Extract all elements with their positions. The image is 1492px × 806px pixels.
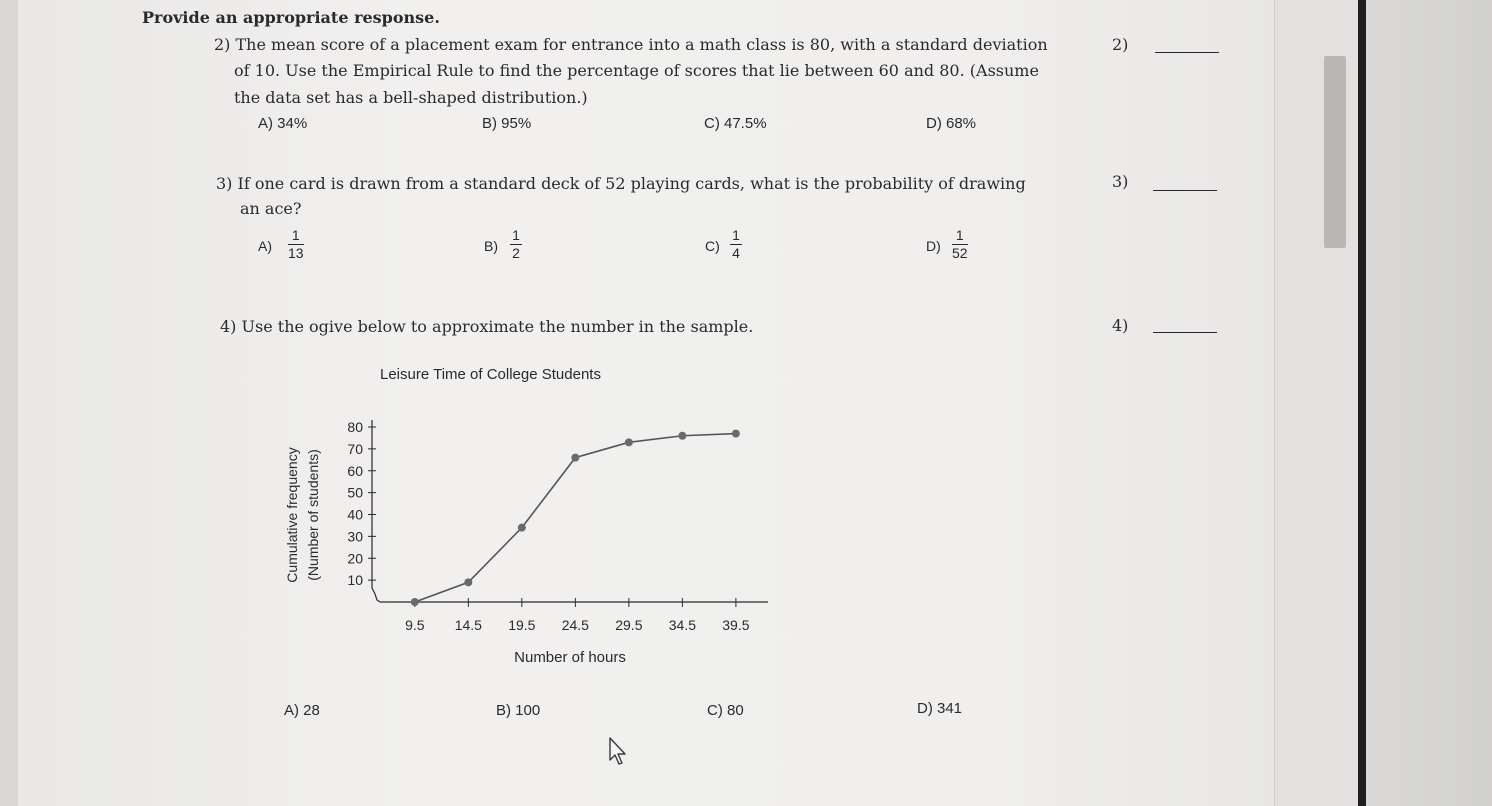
question-3-line-1: 3) If one card is drawn from a standard deck of 52 playing cards, what is the probability of drawing <box>216 174 1026 193</box>
answer-blank-2[interactable] <box>1155 52 1219 53</box>
question-2-line-3: the data set has a bell-shaped distribution.) <box>234 88 588 107</box>
x-tick-label: 29.5 <box>615 617 643 633</box>
monitor-bezel <box>1358 0 1366 806</box>
background-area <box>1366 0 1492 806</box>
data-point <box>625 438 633 446</box>
x-tick-label: 19.5 <box>508 617 536 633</box>
answer-number-3: 3) <box>1112 172 1129 191</box>
option-3b-fraction[interactable] <box>510 228 522 261</box>
option-3d-letter[interactable]: D) <box>926 238 941 254</box>
y-axis-label-line-2: (Number of students) <box>305 449 321 581</box>
y-tick-label: 30 <box>347 528 363 545</box>
data-point <box>518 524 526 532</box>
answer-blank-4[interactable] <box>1153 332 1217 333</box>
option-3d-denominator: 52 <box>952 245 968 261</box>
data-point <box>411 598 419 606</box>
y-tick-label: 40 <box>347 506 363 523</box>
x-axis-label: Number of hours <box>514 649 626 666</box>
data-point <box>571 454 579 462</box>
question-3-line-2: an ace? <box>240 199 302 218</box>
data-point <box>732 430 740 438</box>
ogive-chart <box>280 400 780 680</box>
scrollbar-thumb[interactable] <box>1324 56 1346 248</box>
option-3c-numerator: 1 <box>732 227 740 243</box>
arrow-cursor-icon <box>608 736 630 766</box>
answer-number-4: 4) <box>1112 316 1129 335</box>
x-tick-label: 34.5 <box>668 617 697 633</box>
option-2b[interactable]: B) 95% <box>482 115 532 132</box>
x-tick-label: 14.5 <box>454 617 482 633</box>
y-axis-label-line-1: Cumulative frequency <box>284 447 300 583</box>
y-tick-label: 70 <box>347 440 363 457</box>
data-points <box>411 430 740 606</box>
option-3c-denominator: 4 <box>732 245 740 261</box>
section-heading: Provide an appropriate response. <box>142 8 440 27</box>
data-point <box>678 432 686 440</box>
option-3b-denominator: 2 <box>512 245 520 261</box>
option-3a-denominator: 13 <box>288 245 304 261</box>
scrollbar-track[interactable] <box>1274 0 1359 806</box>
option-3a-fraction[interactable] <box>288 228 304 261</box>
y-tick-label: 20 <box>347 550 363 567</box>
y-tick-label: 10 <box>347 572 363 589</box>
x-tick-label: 24.5 <box>561 617 589 633</box>
option-3c-fraction[interactable] <box>730 228 742 261</box>
option-3d-numerator: 1 <box>955 227 964 243</box>
y-tick-label: 80 <box>347 419 363 435</box>
x-ticks <box>405 598 750 633</box>
option-4c[interactable]: C) 80 <box>707 702 744 719</box>
option-4a[interactable]: A) 28 <box>284 702 320 719</box>
y-tick-label: 50 <box>347 484 363 501</box>
answer-blank-3[interactable] <box>1153 190 1217 191</box>
option-3c-letter[interactable]: C) <box>705 238 720 254</box>
option-2a[interactable]: A) 34% <box>258 115 308 132</box>
x-tick-label: 9.5 <box>405 617 425 633</box>
option-3a-numerator: 1 <box>291 227 300 243</box>
question-4-line-1: 4) Use the ogive below to approximate the number in the sample. <box>220 317 754 336</box>
option-3b-letter[interactable]: B) <box>484 238 498 254</box>
option-3b-numerator: 1 <box>512 227 520 243</box>
option-4d[interactable]: D) 341 <box>917 700 963 717</box>
answer-number-2: 2) <box>1112 35 1129 54</box>
axis-break-mark <box>372 588 380 602</box>
option-2d[interactable]: D) 68% <box>926 115 977 132</box>
question-2-line-1: 2) The mean score of a placement exam for entrance into a math class is 80, with a standard deviation <box>214 35 1048 54</box>
option-3a-letter[interactable]: A) <box>258 238 272 254</box>
data-point <box>464 578 472 586</box>
chart-title: Leisure Time of College Students <box>380 366 601 383</box>
x-tick-label: 39.5 <box>722 617 750 633</box>
question-2-line-2: of 10. Use the Empirical Rule to find the percentage of scores that lie between 60 and 80. (Assume <box>234 61 1039 80</box>
option-3d-fraction[interactable] <box>952 228 968 261</box>
option-2c[interactable]: C) 47.5% <box>704 115 767 132</box>
option-4b[interactable]: B) 100 <box>496 702 541 719</box>
y-tick-label: 60 <box>347 462 363 479</box>
